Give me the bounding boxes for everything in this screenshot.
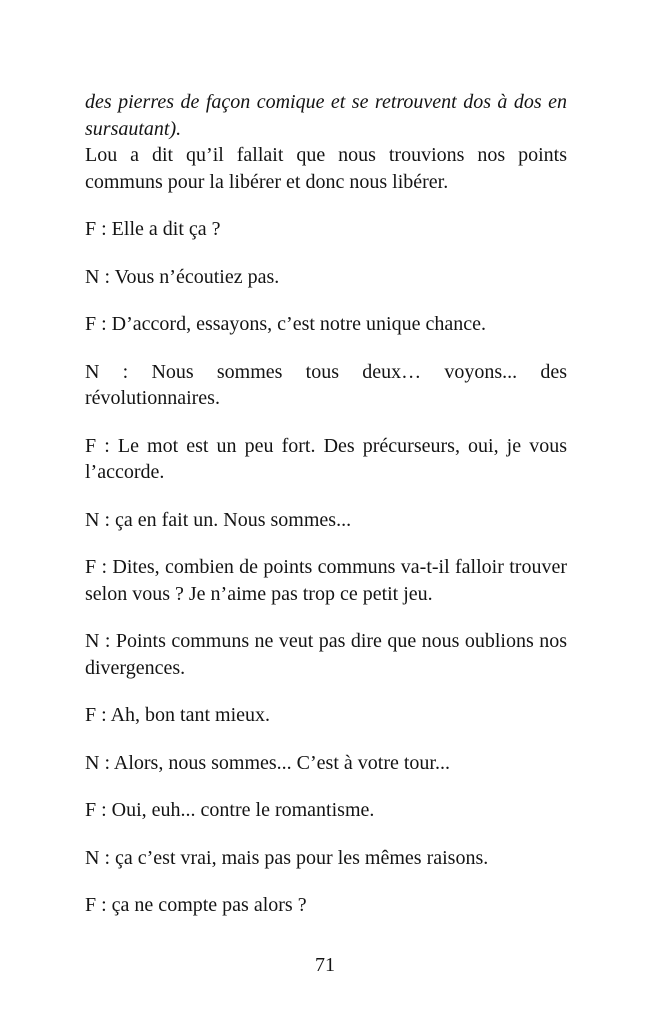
dialogue-line: N : ça en fait un. Nous sommes... (85, 508, 352, 531)
dialogue-line: N : Alors, nous sommes... C’est à votre tour... (85, 751, 450, 774)
stage-direction: des pierres de façon comique et se retrouvent dos à dos en sursautant). (85, 91, 567, 140)
page-text (85, 89, 567, 919)
page-number: 71 (315, 954, 335, 976)
dialogue-line: F : Dites, combien de points communs va-t-il falloir trouver selon vous ? Je n’aime pas trop ce petit jeu. (85, 556, 567, 605)
dialogue-line: F : ça ne compte pas alors ? (85, 894, 307, 916)
dialogue-line: N : Vous n’écoutiez pas. (85, 265, 280, 288)
dialogue-line: F : D’accord, essayons, c’est notre unique chance. (85, 313, 486, 335)
dialogue-line: F : Ah, bon tant mieux. (85, 704, 270, 726)
dialogue-line: N : ça c’est vrai, mais pas pour les mêmes raisons. (85, 846, 489, 869)
dialogue-line: F : Le mot est un peu fort. Des précurseurs, oui, je vous l’accorde. (85, 434, 567, 483)
narration-paragraph: Lou a dit qu’il fallait que nous trouvions nos points communs pour la libérer et donc nous libérer. (85, 144, 567, 193)
dialogue-line: F : Oui, euh... contre le romantisme. (85, 799, 375, 821)
dialogue-line: F : Elle a dit ça ? (85, 218, 221, 240)
dialogue-line: N : Points communs ne veut pas dire que nous oublions nos divergences. (85, 630, 567, 679)
dialogue-line: N : Nous sommes tous deux… voyons... des révolutionnaires. (85, 360, 567, 409)
